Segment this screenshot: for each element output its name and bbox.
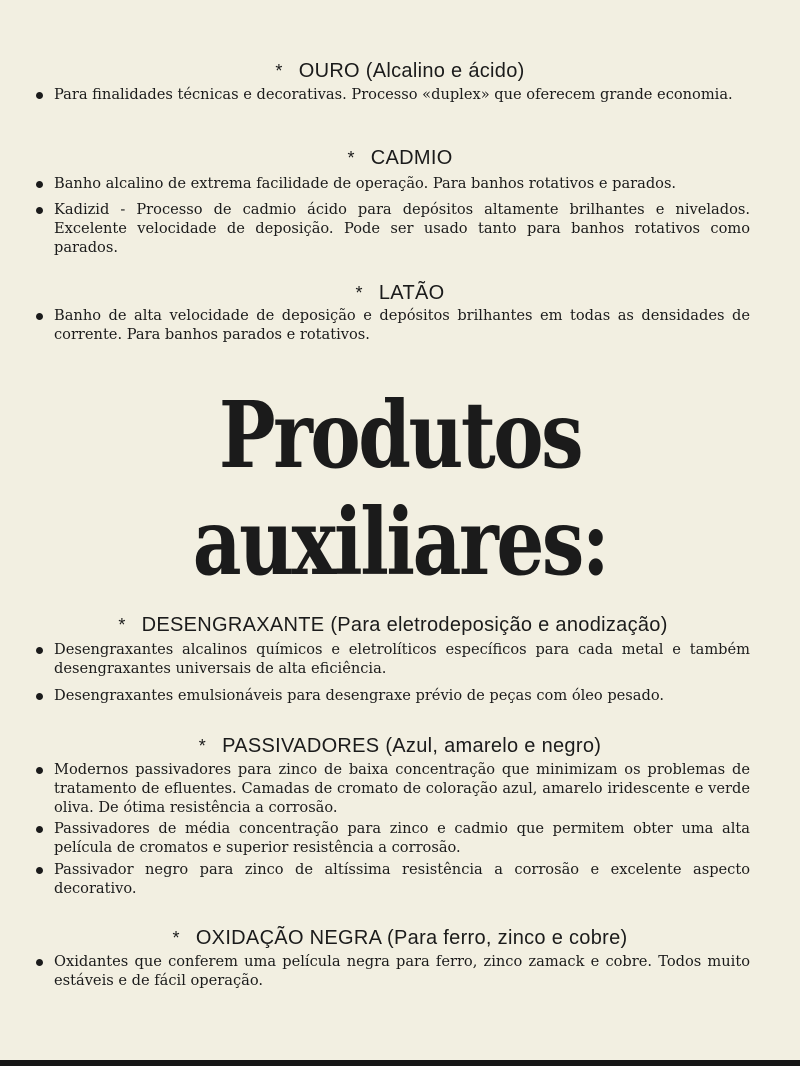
section-ouro bbox=[0, 59, 800, 103]
bullet-text: Modernos passivadores para zinco de baixa concentração que minimizam os problemas de tratamento de efluentes. Camadas de cromato de coloração azul, amarelo iridescente e verde oliva. De ótima resistência a corrosão. bbox=[54, 761, 750, 816]
bullet-text: Kadizid - Processo de cadmio ácido para depósitos altamente brilhantes e nivelados. Excelente velocidade de deposição. Pode ser usado tanto para banhos rotativos como parados. bbox=[54, 201, 750, 256]
section-title: OXIDAÇÃO NEGRA bbox=[195, 927, 382, 949]
bullet-text: Banho alcalino de extrema facilidade de operação. Para banhos rotativos e parados. bbox=[54, 175, 677, 192]
bottom-edge-rule bbox=[0, 1060, 800, 1066]
section-subtitle: (Alcalino e ácido) bbox=[365, 60, 525, 82]
bullet-text: Desengraxantes emulsionáveis para desengraxe prévio de peças com óleo pesado. bbox=[54, 687, 665, 704]
section-heading bbox=[0, 734, 800, 758]
bullet-text: Oxidantes que conferem uma película negra para ferro, zinco zamack e cobre. Todos muito estáveis e de fácil operação. bbox=[54, 953, 750, 989]
bullet-icon bbox=[36, 181, 43, 188]
section-title: PASSIVADORES bbox=[222, 735, 380, 757]
bullet-text: Banho de alta velocidade de deposição e depósitos brilhantes em todas as densidades de corrente. Para banhos parados e rotativos. bbox=[54, 307, 750, 343]
bullet-icon bbox=[36, 207, 43, 214]
bullet-icon bbox=[36, 92, 43, 99]
asterisk-icon: * bbox=[172, 928, 180, 948]
section-subtitle: (Para ferro, zinco e cobre) bbox=[387, 927, 628, 949]
big-heading-line-1: Produtos bbox=[218, 381, 582, 489]
section-latao bbox=[0, 281, 800, 343]
bullet-icon bbox=[36, 693, 43, 700]
section-subtitle: (Azul, amarelo e negro) bbox=[385, 735, 602, 757]
bullet-text: Para finalidades técnicas e decorativas. Processo «duplex» que oferecem grande economia. bbox=[54, 86, 733, 103]
bullet-icon bbox=[36, 313, 43, 320]
bullet-icon bbox=[36, 959, 43, 966]
section-heading bbox=[0, 281, 800, 305]
section-heading bbox=[0, 59, 800, 83]
bullet-text: Desengraxantes alcalinos químicos e eletrolíticos específicos para cada metal e também desengraxantes universais de alta eficiência. bbox=[54, 641, 750, 677]
section-heading bbox=[0, 146, 800, 170]
section-heading bbox=[0, 613, 793, 637]
bullet-icon bbox=[36, 647, 43, 654]
bullet-text: Passivador negro para zinco de altíssima resistência a corrosão e excelente aspecto decorativo. bbox=[54, 861, 750, 897]
bullet-icon bbox=[36, 826, 43, 833]
section-cadmio bbox=[0, 146, 800, 256]
asterisk-icon: * bbox=[118, 615, 126, 635]
section-title: CADMIO bbox=[370, 147, 453, 169]
section-subtitle: (Para eletrodeposição e anodização) bbox=[330, 614, 668, 636]
bullet-text: Passivadores de média concentração para zinco e cadmio que permitem obter uma alta película de cromatos e superior resistência a corrosão. bbox=[54, 820, 750, 856]
asterisk-icon: * bbox=[198, 736, 207, 756]
asterisk-icon: * bbox=[347, 148, 355, 168]
section-heading bbox=[0, 926, 800, 950]
asterisk-icon: * bbox=[275, 61, 283, 81]
section-passivadores bbox=[0, 734, 800, 897]
bullet-icon bbox=[36, 767, 43, 774]
big-heading-line-2: auxiliares: bbox=[192, 488, 608, 596]
bullet-icon bbox=[36, 867, 43, 874]
section-title: LATÃO bbox=[378, 282, 445, 304]
section-title: DESENGRAXANTE bbox=[141, 614, 325, 636]
section-title: OURO bbox=[298, 60, 360, 82]
section-oxidacao-negra bbox=[0, 926, 800, 989]
asterisk-icon: * bbox=[355, 283, 363, 303]
section-desengraxante bbox=[0, 613, 800, 704]
